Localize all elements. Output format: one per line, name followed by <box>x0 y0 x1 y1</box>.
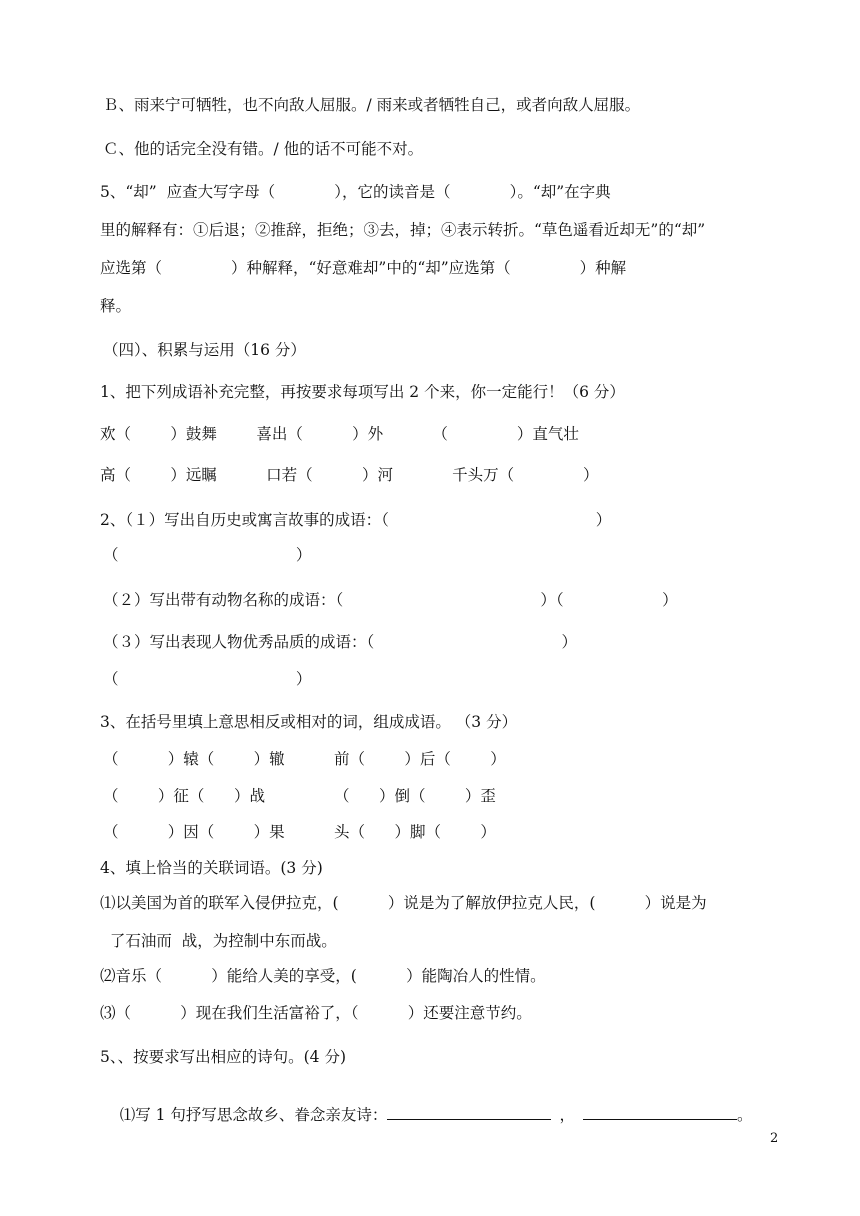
comma: ， <box>559 1105 575 1124</box>
text-line: 里的解释有：①后退；②推辞，拒绝；③去，掉；④表示转折。“草色遥看近却无”的“却” <box>100 221 706 239</box>
text-line: 5、、按要求写出相应的诗句。(4 分) <box>100 1048 346 1066</box>
text-line: 释。 <box>100 297 132 315</box>
text-line: 欢（ ）鼓舞 喜出（ ）外 （ ）直气壮 <box>100 425 579 443</box>
poem-prompt: ⑴写 1 句抒写思念故乡、眷念亲友诗： <box>119 1105 388 1124</box>
text-line: （ ） <box>103 546 312 564</box>
text-line: 应选第（ ）种解释，“好意难却”中的“却”应选第（ ）种解 <box>100 259 627 277</box>
text-line: 了石油而 战，为控制中东而战。 <box>100 932 337 950</box>
section-heading: （四）、积累与运用（16 分） <box>103 341 306 359</box>
page-number: 2 <box>770 1131 779 1146</box>
text-line: （ ）征（ ）战 （ ）倒（ ）歪 <box>103 787 496 805</box>
text-line: （ ）因（ ）果 头（ ）脚（ ） <box>103 823 496 841</box>
text-line: 高（ ）远瞩 口若（ ）河 千头万（ ） <box>100 466 599 484</box>
text-line: ⑶（ ）现在我们生活富裕了，（ ）还要注意节约。 <box>100 1004 532 1022</box>
text-line: ⑴以美国为首的联军入侵伊拉克，( ）说是为了解放伊拉克人民，( ）说是为 <box>100 894 707 912</box>
text-line: Ｂ、雨来宁可牺牲，也不向敌人屈服。/ 雨来或者牺牲自己，或者向敌人屈服。 <box>103 96 641 114</box>
text-line: 3、在括号里填上意思相反或相对的词，组成成语。 （3 分） <box>100 713 518 731</box>
text-line: Ｃ、他的话完全没有错。/ 他的话不可能不对。 <box>103 140 424 158</box>
answer-blank-2[interactable] <box>583 1105 737 1120</box>
text-line: （ ）辕（ ）辙 前（ ）后（ ） <box>103 750 506 768</box>
text-line: （ ） <box>103 670 312 688</box>
text-line: 5、“却” 应查大写字母（ ），它的读音是（ ）。“却”在字典 <box>100 183 611 201</box>
text-line: ⑵音乐（ ）能给人美的享受，( ）能陶冶人的性情。 <box>100 967 546 985</box>
text-line: 1、把下列成语补充完整，再按要求每项写出 2 个来，你一定能行！（6 分） <box>100 383 625 401</box>
answer-blank-1[interactable] <box>387 1105 551 1120</box>
poem-line <box>100 1086 752 1143</box>
text-line: 2、（１）写出自历史或寓言故事的成语：（ ） <box>100 511 612 529</box>
text-line: 4、填上恰当的关联词语。(3 分) <box>100 859 323 877</box>
period: 。 <box>736 1105 753 1124</box>
text-line: （２）写出带有动物名称的成语：（ ）（ ） <box>103 591 678 609</box>
text-line: （３）写出表现人物优秀品质的成语：（ ） <box>103 633 577 651</box>
